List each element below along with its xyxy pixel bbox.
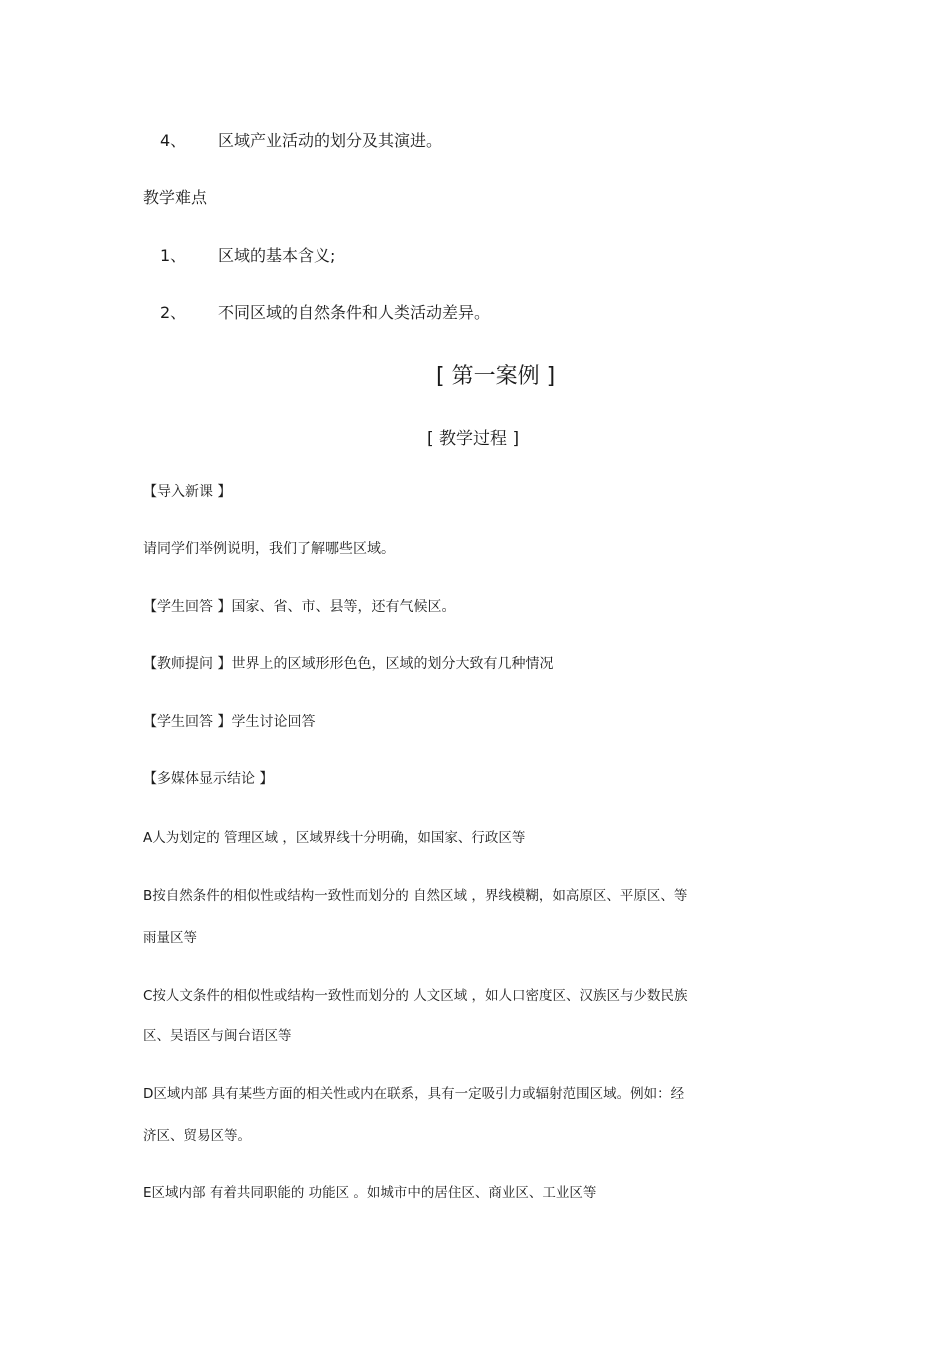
list-item-text: 不同区域的自然条件和人类活动差异。 bbox=[218, 303, 491, 322]
conclusion-a: A人为划定的 管理区域 ，区域界线十分明确，如国家、行政区等 bbox=[143, 830, 526, 846]
conclusion-c: C按人文条件的相似性或结构一致性而划分的 人文区域 ，如人口密度区、汉族区与少数民族 bbox=[143, 988, 688, 1004]
list-item-text: 区域的基本含义; bbox=[218, 246, 336, 265]
list-number: 1、 bbox=[160, 246, 187, 265]
dialog-text: 世界上的区域形形色色，区域的划分大致有几种情况 bbox=[231, 656, 554, 672]
dialog-line bbox=[143, 711, 315, 731]
dialog-line bbox=[143, 596, 455, 616]
dialog-tag: 【学生回答 】 bbox=[143, 599, 232, 615]
list-number: 4、 bbox=[160, 131, 187, 150]
case-title: [ 第一案例 ] bbox=[436, 364, 556, 389]
list-number: 2、 bbox=[160, 303, 187, 322]
intro-text: 请同学们举例说明，我们了解哪些区域。 bbox=[143, 541, 395, 557]
list-item-text: 区域产业活动的划分及其演进。 bbox=[218, 131, 443, 150]
media-tag: 【多媒体显示结论 】 bbox=[143, 771, 274, 787]
dialog-tag: 【学生回答 】 bbox=[143, 714, 232, 730]
intro-tag: 【导入新课 】 bbox=[143, 484, 232, 500]
dialog-text: 国家、省、市、县等，还有气候区。 bbox=[231, 599, 456, 615]
conclusion-d: D区域内部 具有某些方面的相关性或内在联系，具有一定吸引力或辐射范围区域。例如：经 bbox=[143, 1086, 685, 1102]
section-heading-difficulty: 教学难点 bbox=[143, 188, 208, 207]
dialog-line bbox=[143, 653, 553, 673]
process-title: [ 教学过程 ] bbox=[427, 429, 520, 449]
conclusion-e: E区域内部 有着共同职能的 功能区 。如城市中的居住区、商业区、工业区等 bbox=[143, 1185, 597, 1201]
conclusion-c-cont: 区、吴语区与闽台语区等 bbox=[143, 1028, 292, 1044]
dialog-text: 学生讨论回答 bbox=[231, 714, 316, 730]
dialog-tag: 【教师提问 】 bbox=[143, 656, 232, 672]
conclusion-b-cont: 雨量区等 bbox=[143, 930, 197, 946]
conclusion-d-cont: 济区、贸易区等。 bbox=[143, 1128, 251, 1144]
conclusion-b: B按自然条件的相似性或结构一致性而划分的 自然区域 ，界线模糊，如高原区、平原区、等 bbox=[143, 888, 688, 904]
